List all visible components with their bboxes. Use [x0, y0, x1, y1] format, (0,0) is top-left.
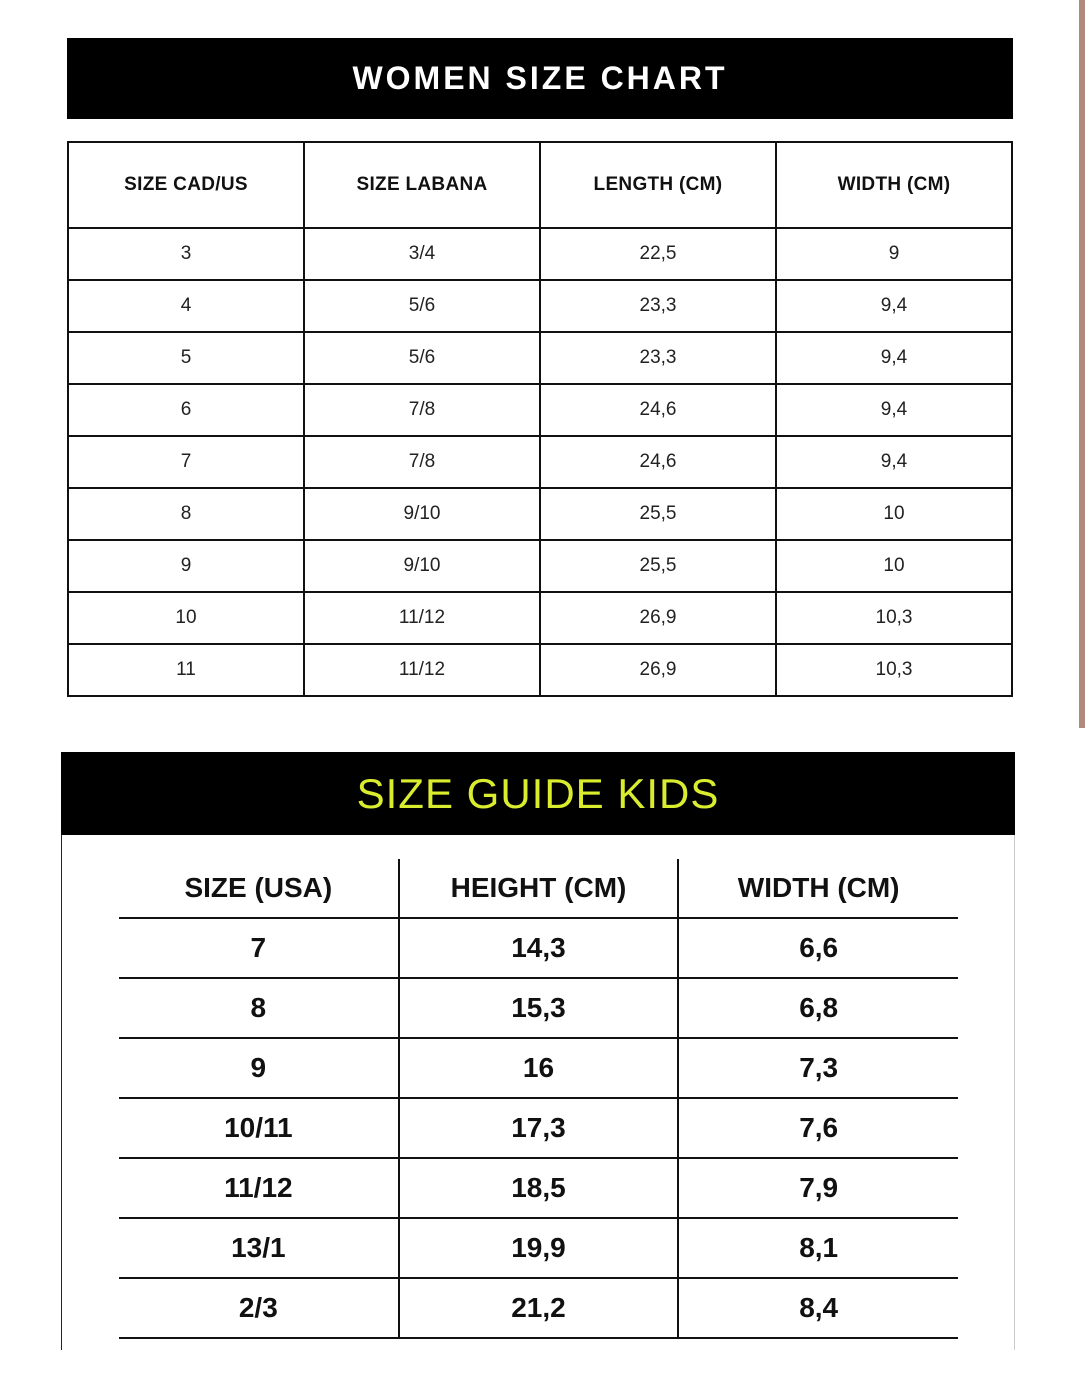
table-row [68, 488, 1012, 540]
women-cell: 3 [68, 228, 304, 280]
table-row [68, 280, 1012, 332]
kids-col-width: WIDTH (CM) [678, 859, 958, 918]
kids-cell: 11/12 [119, 1158, 399, 1218]
women-cell: 25,5 [540, 540, 776, 592]
kids-col-size-usa: SIZE (USA) [119, 859, 399, 918]
table-row [119, 978, 958, 1038]
kids-size-guide-banner [61, 752, 1015, 835]
women-cell: 23,3 [540, 332, 776, 384]
table-row [68, 332, 1012, 384]
table-row [119, 1038, 958, 1098]
women-cell: 10,3 [776, 592, 1012, 644]
women-cell: 10,3 [776, 644, 1012, 696]
women-cell: 5/6 [304, 280, 540, 332]
kids-cell: 9 [119, 1038, 399, 1098]
kids-cell: 8 [119, 978, 399, 1038]
table-row [119, 1098, 958, 1158]
kids-cell: 16 [399, 1038, 679, 1098]
women-cell: 23,3 [540, 280, 776, 332]
kids-cell: 7,6 [678, 1098, 958, 1158]
table-row [68, 384, 1012, 436]
kids-col-height: HEIGHT (CM) [399, 859, 679, 918]
women-col-width: WIDTH (CM) [776, 142, 1012, 228]
women-cell: 7/8 [304, 436, 540, 488]
women-header-row [68, 142, 1012, 228]
kids-cell: 7,9 [678, 1158, 958, 1218]
women-cell: 10 [68, 592, 304, 644]
kids-cell: 17,3 [399, 1098, 679, 1158]
table-row [119, 918, 958, 978]
kids-cell: 15,3 [399, 978, 679, 1038]
women-cell: 9 [776, 228, 1012, 280]
women-cell: 22,5 [540, 228, 776, 280]
page-edge-accent [1079, 0, 1085, 728]
women-cell: 10 [776, 540, 1012, 592]
kids-cell: 10/11 [119, 1098, 399, 1158]
kids-cell: 19,9 [399, 1218, 679, 1278]
kids-cell: 13/1 [119, 1218, 399, 1278]
women-cell: 26,9 [540, 644, 776, 696]
kids-header-row [119, 859, 958, 918]
kids-cell: 6,8 [678, 978, 958, 1038]
women-cell: 24,6 [540, 436, 776, 488]
table-row [68, 228, 1012, 280]
women-cell: 9,4 [776, 384, 1012, 436]
women-cell: 26,9 [540, 592, 776, 644]
kids-size-guide-title: SIZE GUIDE KIDS [356, 769, 720, 817]
table-row [68, 540, 1012, 592]
women-cell: 9/10 [304, 488, 540, 540]
kids-size-table [119, 859, 958, 1339]
women-cell: 8 [68, 488, 304, 540]
kids-cell: 14,3 [399, 918, 679, 978]
kids-cell: 7 [119, 918, 399, 978]
women-cell: 5/6 [304, 332, 540, 384]
women-size-table [67, 141, 1013, 697]
table-row [119, 1158, 958, 1218]
women-cell: 24,6 [540, 384, 776, 436]
women-cell: 9,4 [776, 280, 1012, 332]
women-col-size-labana: SIZE LABANA [304, 142, 540, 228]
women-cell: 9,4 [776, 436, 1012, 488]
women-cell: 11/12 [304, 644, 540, 696]
women-cell: 4 [68, 280, 304, 332]
women-size-chart-title: WOMEN SIZE CHART [352, 60, 728, 96]
table-row [119, 1278, 958, 1338]
women-cell: 7 [68, 436, 304, 488]
women-cell: 9/10 [304, 540, 540, 592]
table-row [68, 592, 1012, 644]
women-cell: 9,4 [776, 332, 1012, 384]
women-cell: 3/4 [304, 228, 540, 280]
table-row [68, 436, 1012, 488]
women-cell: 9 [68, 540, 304, 592]
kids-cell: 21,2 [399, 1278, 679, 1338]
kids-cell: 8,4 [678, 1278, 958, 1338]
kids-cell: 2/3 [119, 1278, 399, 1338]
women-col-size-cad-us: SIZE CAD/US [68, 142, 304, 228]
kids-cell: 18,5 [399, 1158, 679, 1218]
women-cell: 11/12 [304, 592, 540, 644]
kids-cell: 8,1 [678, 1218, 958, 1278]
kids-cell: 7,3 [678, 1038, 958, 1098]
women-cell: 25,5 [540, 488, 776, 540]
women-cell: 5 [68, 332, 304, 384]
women-cell: 6 [68, 384, 304, 436]
women-size-chart-banner [67, 38, 1013, 119]
table-row [68, 644, 1012, 696]
women-cell: 7/8 [304, 384, 540, 436]
table-row [119, 1218, 958, 1278]
women-cell: 11 [68, 644, 304, 696]
women-cell: 10 [776, 488, 1012, 540]
kids-cell: 6,6 [678, 918, 958, 978]
women-col-length: LENGTH (CM) [540, 142, 776, 228]
